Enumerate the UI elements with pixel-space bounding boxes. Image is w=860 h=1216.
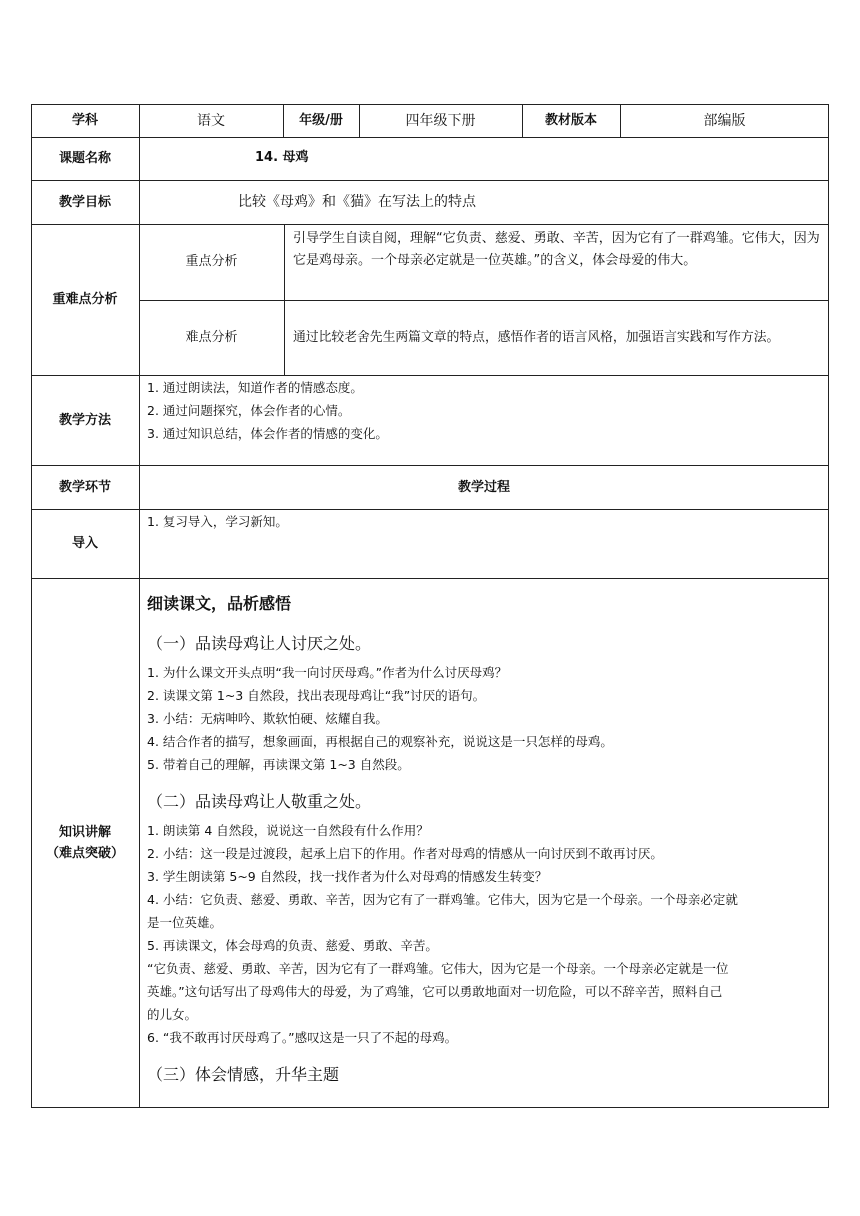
knowledge-content: [147, 592, 823, 1087]
method-item: 1. 通过朗读法，知道作者的情感态度。: [147, 380, 363, 395]
row-divider: [31, 137, 829, 138]
edition-value: 部编版: [703, 113, 746, 129]
intro-text: 1. 复习导入，学习新知。: [147, 514, 288, 529]
list-item: “它负责、慈爱、勇敢、辛苦，因为它有了一群鸡雏。它伟大，因为它是一个母亲。一个母亲必定就是一位: [147, 961, 729, 976]
teaching-process-label: 教学过程: [457, 480, 510, 495]
column-divider: [284, 224, 285, 375]
row-divider: [31, 224, 829, 225]
teaching-goal-label: 教学目标: [58, 195, 111, 210]
edition-label: 教材版本: [544, 113, 597, 128]
knowledge-label-line1: 知识讲解: [58, 825, 111, 840]
list-item: 5. 带着自己的理解，再读课文第 1~3 自然段。: [147, 757, 410, 772]
list-item: 4. 结合作者的描写，想象画面，再根据自己的观察补充，说说这是一只怎样的母鸡。: [147, 734, 613, 749]
list-item: 1. 朗读第 4 自然段，说说这一自然段有什么作用？: [147, 823, 429, 838]
list-item: 4. 小结：它负责、慈爱、勇敢、辛苦，因为它有了一群鸡雏。它伟大，因为它是一个母亲。一个母亲必定就: [147, 892, 738, 907]
subject-label: 学科: [71, 113, 98, 128]
part3-title: （三）体会情感，升华主题: [147, 1065, 340, 1084]
list-item: 2. 小结：这一段是过渡段，起承上启下的作用。作者对母鸡的情感从一向讨厌到不敢再讨厌。: [147, 846, 663, 861]
part2-title: （二）品读母鸡让人敬重之处。: [147, 792, 372, 811]
part2-list: [147, 819, 823, 1049]
list-item: 3. 学生朗读第 5~9 自然段，找一找作者为什么对母鸡的情感发生转变？: [147, 869, 548, 884]
part1-list: [147, 661, 823, 776]
list-item: 是一位英雄。: [147, 915, 223, 930]
row-divider: [139, 300, 829, 301]
row-divider: [31, 180, 829, 181]
key-analysis-text: 引导学生自读自阅，理解“它负责、慈爱、勇敢、辛苦，因为它有了一群鸡雏。它伟大，因为它是鸡母亲。一个母亲必定就是一位英雄。”的含义，体会母爱的伟大。: [293, 231, 820, 268]
knowledge-label-line2: （难点突破）: [45, 846, 124, 861]
list-item: 英雄。”这句话写出了母鸡伟大的母爱，为了鸡雏，它可以勇敢地面对一切危险，可以不辞辛苦，照料自己: [147, 984, 723, 999]
grade-value: 四年级下册: [405, 113, 476, 129]
intro-content: [147, 510, 288, 533]
part1-title: （一）品读母鸡让人讨厌之处。: [147, 634, 372, 653]
difficult-analysis-label: 难点分析: [185, 330, 238, 345]
intro-label: 导入: [71, 536, 98, 551]
grade-label: 年级/册: [299, 113, 343, 128]
lesson-title-label: 课题名称: [58, 151, 111, 166]
key-analysis-label: 重点分析: [185, 254, 238, 269]
method-item: 3. 通过知识总结，体会作者的情感的变化。: [147, 426, 388, 441]
list-item: 5. 再读课文，体会母鸡的负责、慈爱、勇敢、辛苦。: [147, 938, 438, 953]
row-divider: [31, 578, 829, 579]
analysis-label: 重难点分析: [52, 292, 118, 307]
subject-value: 语文: [197, 113, 225, 129]
list-item: 的儿女。: [147, 1007, 198, 1022]
row-divider: [31, 465, 829, 466]
method-item: 2. 通过问题探究，体会作者的心情。: [147, 403, 351, 418]
teaching-methods-list: [147, 376, 388, 445]
lesson-title-value: 14. 母鸡: [255, 150, 309, 165]
list-item: 1. 为什么课文开头点明“我一向讨厌母鸡。”作者为什么讨厌母鸡？: [147, 665, 508, 680]
teaching-stage-label: 教学环节: [58, 480, 111, 495]
difficult-analysis-text: 通过比较老舍先生两篇文章的特点，感悟作者的语言风格，加强语言实践和写作方法。: [293, 330, 780, 345]
teaching-methods-label: 教学方法: [58, 413, 111, 428]
section-heading: 细读课文，品析感悟: [147, 594, 292, 613]
teaching-goal-value: 比较《母鸡》和《猫》在写法上的特点: [238, 194, 476, 210]
list-item: 6. “我不敢再讨厌母鸡了。”感叹这是一只了不起的母鸡。: [147, 1030, 458, 1045]
list-item: 3. 小结：无病呻吟、欺软怕硬、炫耀自我。: [147, 711, 388, 726]
knowledge-label: [31, 822, 139, 864]
list-item: 2. 读课文第 1~3 自然段，找出表现母鸡让“我”讨厌的语句。: [147, 688, 486, 703]
